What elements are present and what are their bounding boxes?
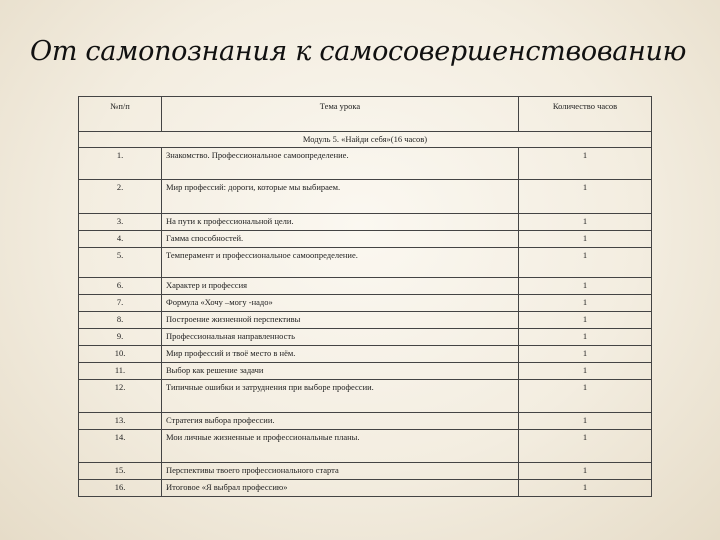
row-hours: 1	[519, 278, 652, 295]
row-topic: Итоговое «Я выбрал профессию»	[162, 480, 519, 497]
row-number: 11.	[79, 363, 162, 380]
table-row	[79, 430, 652, 463]
row-number: 2.	[79, 180, 162, 214]
table-row	[79, 312, 652, 329]
row-hours: 1	[519, 413, 652, 430]
row-topic: Знакомство. Профессиональное самоопределение.	[162, 148, 519, 180]
row-topic: Формула «Хочу –могу -надо»	[162, 295, 519, 312]
row-hours: 1	[519, 214, 652, 231]
table-header-row	[79, 97, 652, 132]
table-row	[79, 278, 652, 295]
row-topic: Мир профессий: дороги, которые мы выбираем.	[162, 180, 519, 214]
row-number: 10.	[79, 346, 162, 363]
row-hours: 1	[519, 463, 652, 480]
row-topic: Стратегия выбора профессии.	[162, 413, 519, 430]
row-number: 13.	[79, 413, 162, 430]
row-hours: 1	[519, 430, 652, 463]
row-topic: Мои личные жизненные и профессиональные планы.	[162, 430, 519, 463]
page-title: От самопознания к самосовершенствованию	[30, 36, 687, 67]
table-row	[79, 248, 652, 278]
row-topic: Мир профессий и твоё место в нём.	[162, 346, 519, 363]
row-number: 5.	[79, 248, 162, 278]
row-topic: Перспективы твоего профессионального старта	[162, 463, 519, 480]
table-body	[79, 148, 652, 497]
row-hours: 1	[519, 148, 652, 180]
lesson-plan-table	[78, 96, 652, 497]
table-row	[79, 380, 652, 413]
row-hours: 1	[519, 248, 652, 278]
table-row	[79, 231, 652, 248]
row-number: 12.	[79, 380, 162, 413]
row-hours: 1	[519, 295, 652, 312]
header-hours: Количество часов	[519, 97, 652, 132]
row-number: 7.	[79, 295, 162, 312]
table-row	[79, 214, 652, 231]
row-hours: 1	[519, 231, 652, 248]
row-hours: 1	[519, 346, 652, 363]
table-row	[79, 180, 652, 214]
row-number: 14.	[79, 430, 162, 463]
table-row	[79, 329, 652, 346]
row-topic: Гамма способностей.	[162, 231, 519, 248]
row-hours: 1	[519, 480, 652, 497]
module-title: Модуль 5. «Найди себя»(16 часов)	[79, 132, 652, 148]
table-row	[79, 363, 652, 380]
row-topic: Профессиональная направленность	[162, 329, 519, 346]
row-number: 16.	[79, 480, 162, 497]
row-topic: Выбор как решение задачи	[162, 363, 519, 380]
row-hours: 1	[519, 363, 652, 380]
row-number: 4.	[79, 231, 162, 248]
table-row	[79, 295, 652, 312]
header-num: №п/п	[79, 97, 162, 132]
row-number: 6.	[79, 278, 162, 295]
row-topic: Характер и профессия	[162, 278, 519, 295]
row-number: 15.	[79, 463, 162, 480]
row-hours: 1	[519, 312, 652, 329]
row-hours: 1	[519, 329, 652, 346]
module-row	[79, 132, 652, 148]
row-hours: 1	[519, 180, 652, 214]
row-hours: 1	[519, 380, 652, 413]
row-number: 1.	[79, 148, 162, 180]
row-topic: Типичные ошибки и затруднения при выборе профессии.	[162, 380, 519, 413]
row-number: 9.	[79, 329, 162, 346]
row-topic: На пути к профессиональной цели.	[162, 214, 519, 231]
row-number: 3.	[79, 214, 162, 231]
table-row	[79, 463, 652, 480]
row-topic: Темперамент и профессиональное самоопределение.	[162, 248, 519, 278]
row-topic: Построение жизненной перспективы	[162, 312, 519, 329]
table-row	[79, 480, 652, 497]
row-number: 8.	[79, 312, 162, 329]
header-topic: Тема урока	[162, 97, 519, 132]
table-row	[79, 148, 652, 180]
table-row	[79, 413, 652, 430]
table-row	[79, 346, 652, 363]
